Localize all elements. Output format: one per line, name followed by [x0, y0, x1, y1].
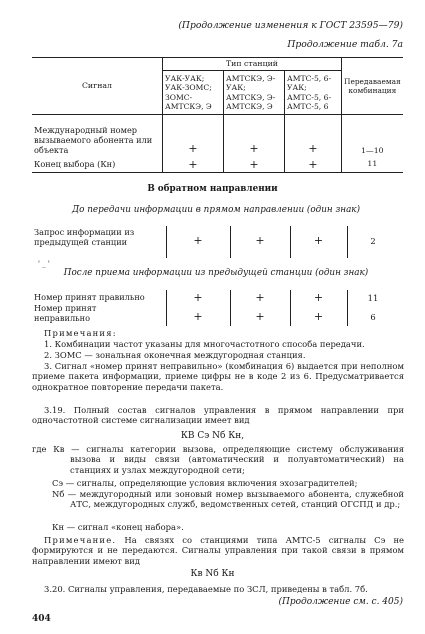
reverse-direction-heading: В обратном направлении — [147, 184, 278, 194]
row-combination: 1—10 — [342, 115, 403, 157]
formula-full: КВ Сэ Nб Кн, — [180, 431, 245, 441]
row-combination: 2 — [370, 236, 376, 246]
table-continuation-label: Продолжение табл. 7а — [287, 39, 403, 50]
row-value: + — [224, 157, 285, 173]
note-text: На связях со станциями типа АМТС-5 сигналы Сэ не формируются и не передаются. Сигналы управления при такой связи в прямом направлении имеют вид — [32, 535, 404, 566]
station-type-2: АМТСКЭ, Э-УАК; АМТСКЭ, Э-АМТСКЭ, Э — [224, 71, 285, 115]
col-signal-header: Сигнал — [32, 58, 163, 115]
station-type-3: АМТС-5, 6-УАК; АМТС-5, 6-АМТС-5, 6 — [285, 71, 342, 115]
row-signal-number-bad: Номер принят неправильно — [34, 303, 97, 323]
row-value: + — [285, 115, 342, 157]
definition-nb: Nб — междугородный или зоновый номер вызываемого абонента, служебной АТС, междугородных служб, ведомственных сетей, станций ОГСПД и др.; — [52, 489, 404, 510]
row-value: + — [224, 115, 285, 157]
signals-table — [32, 57, 403, 173]
col-combination-header: Передаваемая комбинация — [342, 58, 403, 115]
note-2: 2. ЗОМС — зональная оконечная междугородная станция. — [44, 350, 306, 360]
paragraph-3-20: 3.20. Сигналы управления, передаваемые по ЗСЛ, приведены в табл. 7б. — [44, 584, 368, 594]
row-combination: 6 — [370, 312, 376, 322]
row-combination: 11 — [367, 293, 379, 303]
row-value: + — [313, 234, 324, 247]
row-signal-intl-number: Международный номер вызываемого абонента или объекта — [32, 115, 163, 157]
row-combination: 11 — [342, 157, 403, 173]
page-number: 404 — [32, 614, 51, 624]
station-type-1: УАК-УАК; УАК-ЗОМС; ЗОМС-АМТСКЭ, Э — [163, 71, 224, 115]
row-value: + — [163, 157, 224, 173]
row-signal-request-info: Запрос информации из предыдущей станции — [34, 227, 135, 247]
row-value: + — [193, 310, 203, 323]
row-value: + — [193, 234, 203, 247]
row-value: + — [193, 291, 203, 304]
formula-short: Кв Nб Кн — [190, 569, 235, 579]
reverse-subheading-before: До передачи информации в прямом направлении (один знак) — [71, 205, 360, 215]
note-3: 3. Сигнал «номер принят неправильно» (комбинация 6) выдается при неполном приеме пакета информации, приеме цифры не в коде 2 из 6. Предусматривается однократное повторение передачи пакета. — [32, 361, 404, 392]
notes-title: Примечания: — [44, 328, 117, 338]
note-label: Примечание. — [44, 535, 117, 545]
row-value: + — [255, 291, 265, 304]
row-value: + — [163, 115, 224, 157]
definition-se: Сэ — сигналы, определяющие условия включения эхозаградителей; — [52, 478, 358, 488]
paragraph-3-19: 3.19. Полный состав сигналов управления в прямом направлении при одночастотной системе сигнализации имеет вид — [32, 405, 404, 426]
row-value: + — [255, 310, 265, 323]
continuation-header: (Продолжение изменения к ГОСТ 23595—79) — [178, 20, 403, 31]
row-value: + — [255, 234, 265, 247]
note-1: 1. Комбинации частот указаны для многочастотного способа передачи. — [44, 339, 365, 349]
note-amts5 — [32, 535, 404, 566]
col-station-type-header: Тип станций — [163, 58, 342, 71]
row-value: + — [313, 310, 324, 323]
stray-mark: ' _ ' — [38, 260, 50, 268]
row-signal-number-ok: Номер принят правильно — [34, 292, 145, 302]
row-signal-end-of-selection: Конец выбора (Кн) — [32, 157, 163, 173]
reverse-subheading-after: После приема информации из предыдущей станции (один знак) — [63, 268, 369, 278]
definition-kv: где Кв — сигналы категории вызова, определяющие систему обслуживания вызова и виды связи (автоматический и полуавтоматический) на станциях и узлах междугородной сети; — [32, 444, 404, 475]
row-value: + — [285, 157, 342, 173]
row-value: + — [313, 291, 324, 304]
continued-on-page: (Продолжение см. с. 405) — [278, 597, 403, 607]
definition-kn: Кн — сигнал «конец набора». — [52, 522, 184, 532]
